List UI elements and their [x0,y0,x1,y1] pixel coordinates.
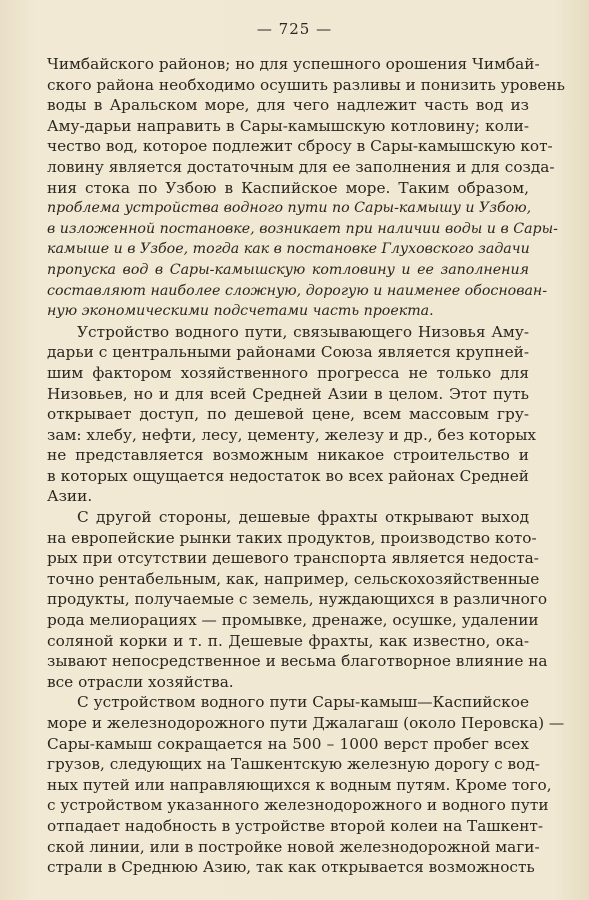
text-line: воды в Аральском море, для чего надлежит часть вод из [47,96,529,115]
text-line: ского района необходимо осушить разливы и понизить уровень [47,75,565,94]
text-line: ных путей или направляющихся к водным путям. Кроме того, [47,775,552,794]
paragraph [47,322,537,507]
text-line: с устройством указанного железнодорожного и водного пути [47,796,549,815]
page-number: — 725 — [256,20,333,38]
text-line: ской линии, или в постройке новой железнодорожной маги- [47,837,540,856]
italic-text-line: пропуска вод в Сары-камышскую котловину и ее заполнения [47,261,529,278]
paragraph [47,54,565,322]
text-line: страли в Среднюю Азию, так как открывается возможность [47,858,535,877]
text-line: соляной корки и т. п. Дешевые фрахты, как известно, ока- [47,631,529,650]
text-line: зам: хлебу, нефти, лесу, цементу, железу и др., без которых [47,425,537,444]
text-line: зывают непосредственное и весьма благотворное влияние на [47,652,548,671]
text-line: точно рентабельным, как, например, сельскохозяйственные [47,569,540,588]
text-line: Сары-камыш сокращается на 500 – 1000 верст пробег всех [47,734,529,753]
text-line: продукты, получаемые с земель, нуждающихся в различного [47,590,548,609]
text-line: не представляется возможным никакое строительство и [47,446,529,465]
text-line: С другой стороны, дешевые фрахты открывают выход [77,508,529,527]
italic-text-line: камыше и в Узбое, тогда как в постановке Глуховского задачи [47,241,530,258]
text-line: чество вод, которое подлежит сбросу в Сары-камышскую кот- [47,137,553,156]
text-line: Азии. [47,487,93,506]
text-line: шим фактором хозяйственного прогресса не только для [47,363,529,382]
italic-text-line: проблема устройства водного пути по Сары-камышу и Узбою, [47,200,532,217]
text-line: С устройством водного пути Сары-камыш—Каспийское [77,693,529,712]
text-line: море и железнодорожного пути Джалагаш (около Перовска) — [47,714,565,732]
text-line: Низовьев, но и для всей Средней Азии в целом. Этот путь [47,384,529,403]
italic-text-line: ную экономическими подсчетами часть проекта. [47,303,434,320]
text-line: отпадает надобность в устройстве второй колеи на Ташкент- [47,816,544,835]
text-line: в которых ощущается недостаток во всех районах Средней [47,466,529,485]
paragraph [47,507,548,692]
italic-text-line: составляют наиболее сложную, дорогую и наименее обоснован- [47,282,548,299]
paragraph [47,692,565,877]
text-line: ловину является достаточным для ее заполнения и для созда- [47,157,555,176]
text-line: Чимбайского районов; но для успешного орошения Чимбай- [47,55,540,73]
text-line: все отрасли хозяйства. [47,672,234,691]
text-line: ния стока по Узбою в Каспийское море. Таким образом, [47,178,529,197]
text-line: Аму-дарьи направить в Сары-камышскую котловину; коли- [47,116,529,135]
text-line: открывает доступ, по дешевой цене, всем массовым гру- [47,405,529,424]
text-line: дарьи с центральными районами Союза является крупней- [47,343,529,362]
text-line: на европейские рынки таких продуктов, производство кото- [47,528,537,547]
italic-text-line: в изложенной постановке, возникает при наличии воды и в Сары- [47,220,558,237]
text-line: Устройство водного пути, связывающего Низовья Аму- [77,322,529,341]
text-line: грузов, следующих на Ташкентскую железную дорогу с вод- [47,755,540,774]
text-line: рода мелиорациях — промывке, дренаже, осушке, удалении [47,611,539,630]
text-line: рых при отсутствии дешевого транспорта является недоста- [47,549,539,568]
body-text [47,54,565,878]
